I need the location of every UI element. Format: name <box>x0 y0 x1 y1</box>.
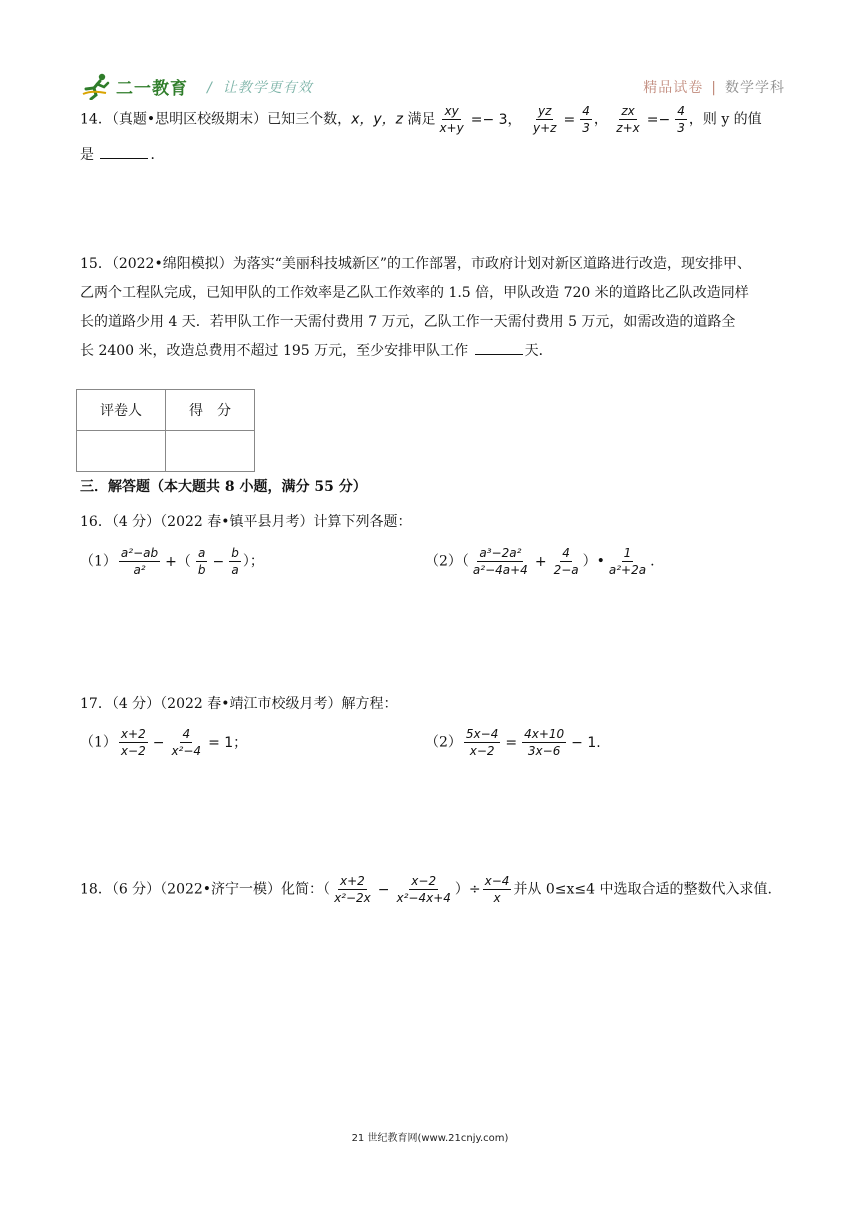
score-cell-score[interactable] <box>166 431 255 472</box>
frac-den: x−2 <box>120 744 146 758</box>
frac-num: x−2 <box>411 874 437 888</box>
score-cell-grader[interactable] <box>77 431 166 472</box>
subject-label: 数学学科 <box>725 80 785 96</box>
q14-tail: ，则 y 的值 <box>688 111 762 128</box>
q14-lead: 14．（真题•思明区校级期末）已知三个数， <box>80 111 352 128</box>
frac-num: 4 <box>677 104 685 118</box>
q15-line3: 长的道路少用 4 天．若甲队工作一天需付费用 7 万元，乙队工作一天需付费用 5 万元，如需改造的道路全 <box>80 314 736 330</box>
frac-den: b <box>197 563 206 577</box>
slogan <box>207 77 313 97</box>
q16-part-2 <box>425 546 655 577</box>
frac-num: 1 <box>623 546 632 560</box>
question-16-lead: 16．（4 分）（2022 春•镇平县月考）计算下列各题： <box>80 514 412 530</box>
frac-num: zx <box>621 104 635 118</box>
frac-num: a <box>197 546 206 560</box>
score-table <box>76 389 255 472</box>
frac-den: a²−4a+4 <box>472 563 528 577</box>
frac-den: x²−4x+4 <box>396 891 451 905</box>
frac-num: xy <box>444 104 459 118</box>
question-17-lead: 17．（4 分）（2022 春•靖江市校级月考）解方程： <box>80 696 398 712</box>
q14-line2-a: 是 <box>80 147 94 163</box>
frac-num: 4x+10 <box>524 727 565 741</box>
logo <box>80 72 188 100</box>
q18-frac-2 <box>395 874 453 905</box>
q17-part-1 <box>80 727 250 758</box>
frac-num: 4 <box>582 104 590 118</box>
q15-line4 <box>80 337 790 366</box>
header-divider: | <box>711 80 717 96</box>
header-label: 精品试卷 <box>643 80 704 96</box>
q16-part-1 <box>80 546 264 577</box>
q16-p2-frac-1 <box>471 546 530 577</box>
q16-p2-frac-2 <box>552 546 581 577</box>
q14-vars: x，y，z <box>351 111 403 128</box>
frac-num: 4 <box>182 727 191 741</box>
logo-text: 二一教育 <box>116 78 188 99</box>
frac-den: x−2 <box>469 744 495 758</box>
op-div: ）÷ <box>454 881 481 898</box>
q17-p1-frac-1 <box>119 727 148 758</box>
frac-num: x+2 <box>120 727 146 741</box>
q18-tail: 并从 0≤x≤4 中选取合适的整数代入求值. <box>513 881 772 898</box>
q18-lead: 18．（6 分）（2022•济宁一模）化简：（ <box>80 881 331 898</box>
q16-p2-frac-3 <box>607 546 648 577</box>
q18-frac-1 <box>332 874 373 905</box>
part-end: . <box>650 553 655 570</box>
frac-num: 4 <box>562 546 570 560</box>
page-footer: 21 世纪教育网(www.21cnjy.com) <box>351 1133 509 1144</box>
question-14 <box>80 104 790 169</box>
part-end: = 1； <box>208 734 248 751</box>
q17-p1-frac-2 <box>169 727 203 758</box>
q17-part-2 <box>425 727 604 758</box>
part-label: （2）（ <box>425 553 469 570</box>
frac-den: x <box>493 891 501 905</box>
q15-line1: 15．（2022•绵阳模拟）为落实“美丽科技城新区”的工作部署，市政府计划对新区道路进行改造，现安排甲、 <box>80 256 752 272</box>
frac-den: y+z <box>533 121 557 135</box>
q14-frac-2 <box>531 104 558 135</box>
q16-p1-frac-3 <box>229 546 241 577</box>
op-minus: − <box>212 553 225 570</box>
q14-frac-3r <box>675 104 687 135</box>
q14-sep: ， <box>593 111 608 128</box>
question-15 <box>80 250 790 366</box>
q14-line2-b: ． <box>150 147 165 163</box>
q15-line4-b: 天． <box>524 343 553 359</box>
frac-num: b <box>231 546 239 560</box>
frac-den: a <box>231 563 239 577</box>
q14-rhs-1: =− 3， <box>470 111 522 128</box>
frac-num: x+2 <box>340 874 365 888</box>
question-18 <box>80 874 772 905</box>
q17-p2-frac-2 <box>522 727 566 758</box>
runner-logo-icon <box>80 72 114 100</box>
q18-frac-3 <box>483 874 512 905</box>
frac-den: 3x−6 <box>527 744 561 758</box>
part-end: − 1. <box>571 734 601 751</box>
q15-line2: 乙两个工程队完成，已知甲队的工作效率是乙队工作效率的 1.5 倍，甲队改造 720 米的道路比乙队改造同样 <box>80 285 749 301</box>
q17-p2-frac-1 <box>464 727 500 758</box>
op-eq: = <box>505 734 518 751</box>
q16-p1-frac-2 <box>196 546 208 577</box>
score-header-grader: 评卷人 <box>77 390 166 431</box>
part-label: （2） <box>425 734 462 751</box>
frac-den: x+y <box>439 121 464 135</box>
frac-num: yz <box>538 104 552 118</box>
frac-den: x²−2x <box>334 891 371 905</box>
page-header <box>80 72 785 104</box>
answer-blank[interactable] <box>100 144 148 159</box>
frac-den: 3 <box>677 121 685 135</box>
frac-den: a²+2a <box>608 563 647 577</box>
header-subject <box>643 77 785 97</box>
slogan-text: 让教学更有效 <box>222 80 313 96</box>
q14-satisfy: 满足 <box>407 111 436 128</box>
op-plus: + <box>534 553 547 570</box>
frac-den: z+x <box>616 121 640 135</box>
q15-line4-a: 长 2400 米，改造总费用不超过 195 万元，至少安排甲队工作 <box>80 343 469 359</box>
part-label: （1） <box>80 734 117 751</box>
frac-den: a² <box>133 563 146 577</box>
op-plus: +（ <box>165 553 191 570</box>
op-mid: ）• <box>582 553 605 570</box>
frac-num: a³−2a² <box>479 546 522 560</box>
frac-den: x²−4 <box>171 744 202 758</box>
op-minus: − <box>152 734 165 751</box>
part-label: （1） <box>80 553 117 570</box>
q14-eq-2: = <box>563 111 576 128</box>
q14-eq-3: =− <box>646 111 671 128</box>
frac-num: a²−ab <box>120 546 159 560</box>
q14-frac-2r <box>580 104 592 135</box>
q14-frac-3 <box>614 104 641 135</box>
answer-blank[interactable] <box>475 340 523 355</box>
q16-p1-frac-1 <box>119 546 160 577</box>
frac-num: x−4 <box>484 874 510 888</box>
q14-line2 <box>80 141 790 169</box>
q14-line1 <box>80 104 790 135</box>
part-end: ）； <box>242 553 264 570</box>
frac-den: 3 <box>582 121 590 135</box>
frac-den: 2−a <box>553 563 579 577</box>
section-heading: 三．解答题（本大题共 8 小题，满分 55 分） <box>80 479 367 495</box>
score-header-score: 得 分 <box>166 390 255 431</box>
op-minus: − <box>377 881 390 898</box>
q14-frac-1 <box>437 104 465 135</box>
frac-num: 5x−4 <box>465 727 499 741</box>
slogan-slash: / <box>207 80 213 96</box>
